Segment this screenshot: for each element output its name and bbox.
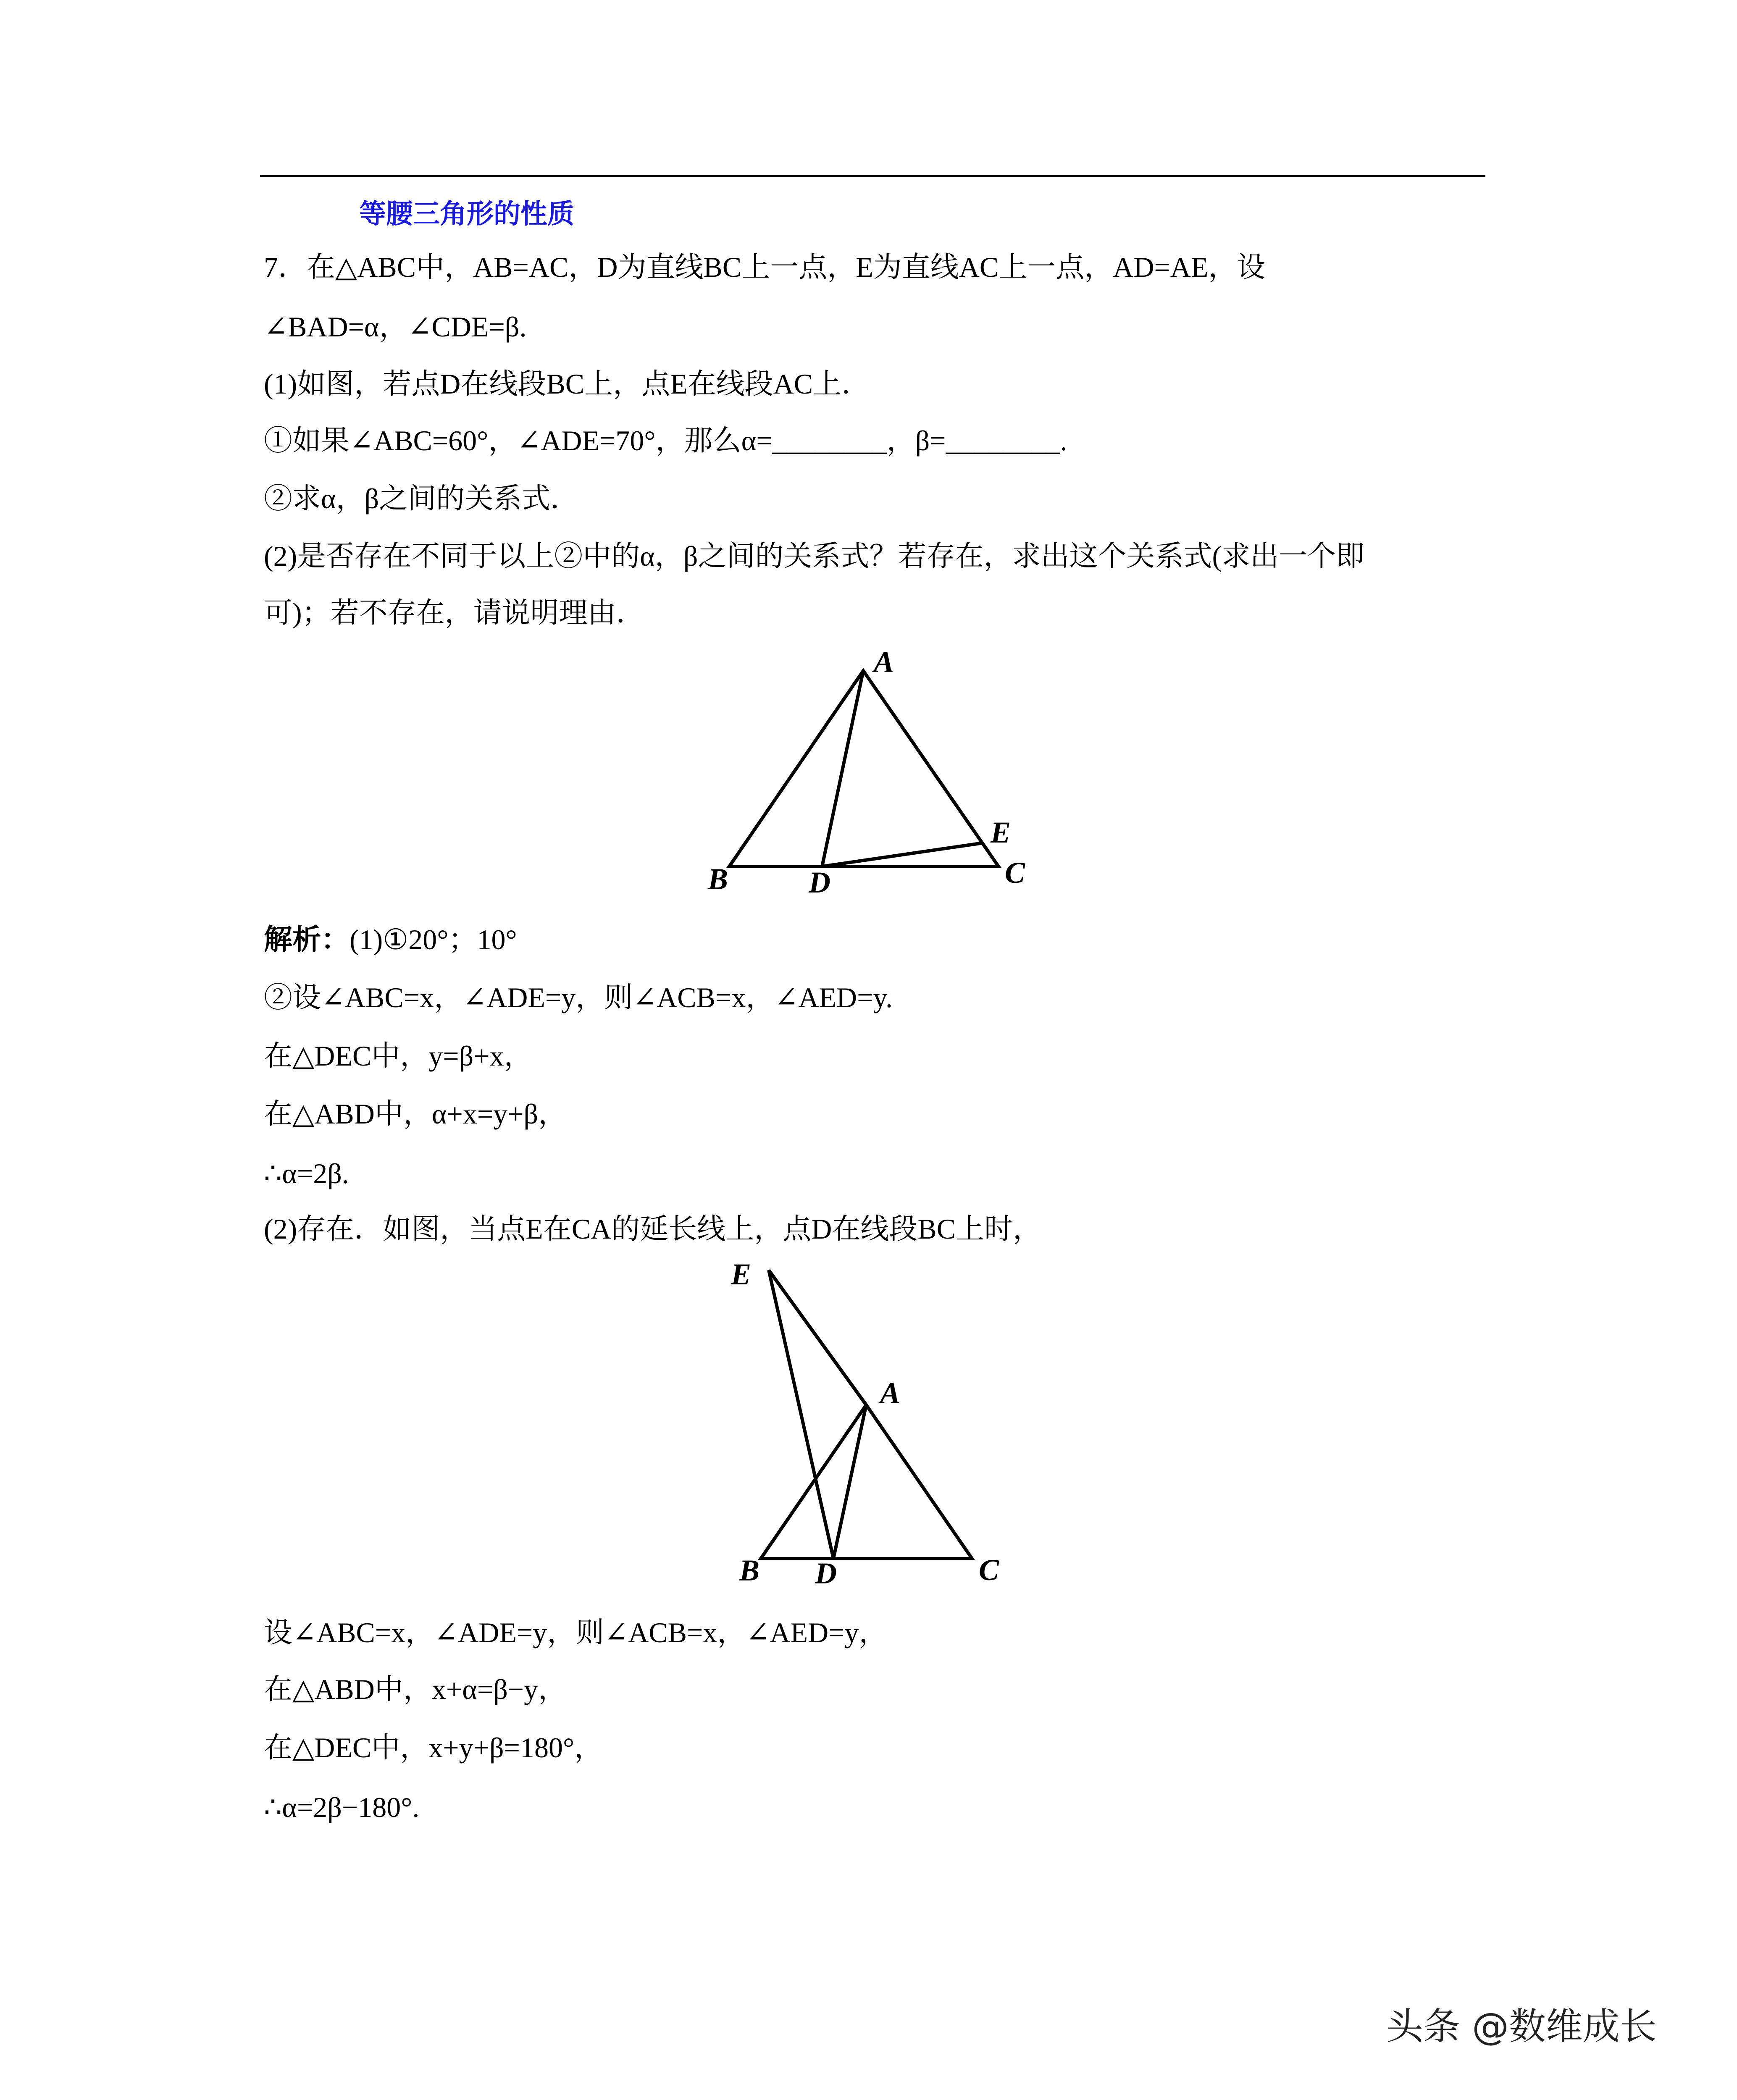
label-c: C (1005, 856, 1025, 890)
label-b: B (739, 1554, 760, 1587)
section-title: 等腰三角形的性质 (359, 199, 574, 230)
triangle-abc (761, 1405, 972, 1559)
problem-line: ②求α，β之间的关系式． (264, 483, 579, 514)
solution-line: 设∠ABC=x，∠ADE=y，则∠ACB=x，∠AED=y， (264, 1617, 888, 1648)
solution-line: (2)存在．如图，当点E在CA的延长线上，点D在线段BC上时， (264, 1213, 1042, 1245)
solution-line: ∴α=2β−180°. (264, 1791, 420, 1823)
label-c: C (979, 1553, 999, 1587)
figure-2 (761, 1270, 972, 1559)
problem-line: (1)如图，若点D在线段BC上，点E在线段AC上． (264, 368, 870, 400)
solution-line: 在△ABD中，α+x=y+β， (264, 1098, 567, 1130)
label-a: A (880, 1376, 901, 1410)
label-e: E (731, 1257, 752, 1291)
solution-line: 在△DEC中，x+y+β=180°， (264, 1732, 603, 1764)
problem-line: 7．在△ABC中，AB=AC，D为直线BC上一点，E为直线AC上一点，AD=AE，设 (264, 251, 1266, 283)
solution-line: ∴α=2β. (264, 1158, 349, 1189)
problem-line: 可)；若不存在，请说明理由． (264, 597, 645, 629)
segment-de (822, 843, 983, 866)
label-d: D (809, 866, 830, 899)
label-d: D (815, 1557, 837, 1590)
triangle-abc (729, 671, 999, 866)
figure-1 (729, 671, 999, 866)
solution-line: 在△ABD中，x+α=β−y， (264, 1673, 567, 1705)
solution-text: (1)①20°；10° (350, 924, 517, 956)
problem-line: ∠BAD=α，∠CDE=β. (264, 311, 527, 343)
watermark: 头条 @数维成长 (1386, 2005, 1657, 2048)
solution-line (264, 923, 517, 957)
solution-line: ②设∠ABC=x，∠ADE=y，则∠ACB=x，∠AED=y. (264, 982, 893, 1013)
problem-line: (2)是否存在不同于以上②中的α，β之间的关系式？若存在，求出这个关系式(求出一个即 (264, 540, 1365, 572)
solution-label: 解析： (264, 923, 350, 956)
label-b: B (708, 862, 728, 896)
label-e: E (991, 816, 1011, 849)
label-a: A (874, 645, 894, 679)
problem-line: ①如果∠ABC=60°，∠ADE=70°，那么α=________，β=________. (264, 425, 1067, 457)
solution-line: 在△DEC中，y=β+x， (264, 1040, 533, 1072)
